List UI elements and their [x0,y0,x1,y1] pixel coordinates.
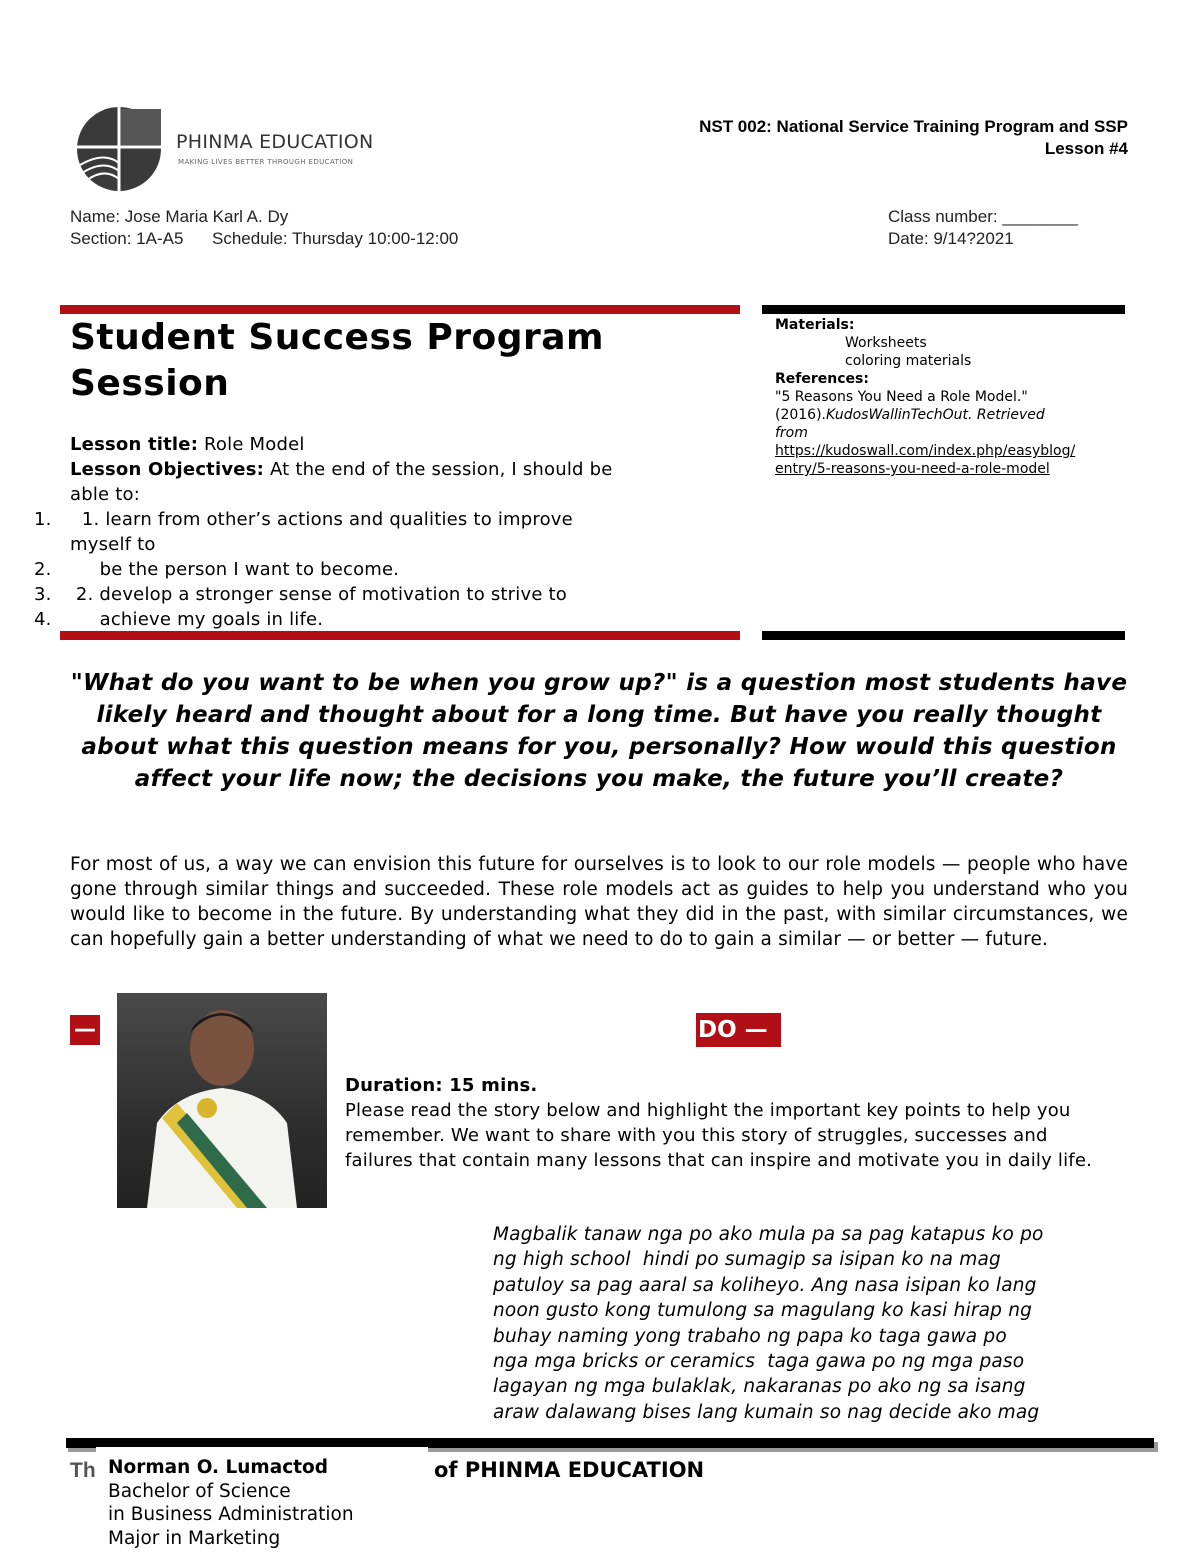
materials-bottom-bar [762,631,1125,640]
objectives-intro-2: able to: [70,484,140,505]
reference-link[interactable] [775,442,1120,478]
story-line: buhay naming yong trabaho ng papa ko taga gawa po [493,1325,1007,1347]
footer-left-fragment: Th [70,1459,96,1482]
student-section: Section: 1A-A5 [70,229,184,248]
phinma-logo-mark-icon [74,103,164,195]
list-number: 2. [34,559,52,580]
person-photo-icon [117,993,327,1208]
story-line: ng high school hindi po sumagip sa isipan ko na mag [493,1249,1001,1271]
lesson-objectives [70,457,740,482]
story-line: nga mga bricks or ceramics taga gawa po ng mga paso [493,1351,1025,1373]
course-title: NST 002: National Service Training Program and SSP [699,117,1128,136]
story-line: noon gusto kong tumulong sa magulang ko kasi hirap ng [493,1300,1033,1322]
session-bottom-bar [60,631,740,640]
list-number: 1. [34,509,52,530]
do-badge-text: DO — [698,1017,768,1043]
material-item: coloring materials [845,353,972,369]
reference-source-line [775,406,1120,424]
list-item [34,607,734,632]
reference-source: KudosWallinTechOut. Retrieved [826,407,1045,423]
story-line: lagayan ng mga bulaklak, nakaranas po ako ng sa isang [493,1376,1026,1398]
references-label: References: [775,371,869,387]
title-line-2: Session [70,363,230,404]
section-badge-left [70,1015,100,1045]
list-text: 1. learn from other’s actions and qualities to improve [70,509,573,530]
list-text: 2. develop a stronger sense of motivation to strive to [70,584,567,605]
story-line: patuloy sa pag aaral sa koliheyo. Ang nasa isipan ko lang [493,1274,1037,1296]
materials-top-bar [762,305,1125,314]
intro-paragraph: For most of us, a way we can envision this future for ourselves is to look to our role models — people who have gone through similar things and succeeded. These role models act as guides to help you understand who you would like to become in the future. By understanding what they did in the past, with similar circumstances, we can hopefully gain a better understanding of what we need to do to gain a similar — or better — future. [70,854,1128,950]
role-model-photo [117,993,327,1208]
materials-panel [775,316,1120,478]
list-number: 3. [34,584,52,605]
title-line-1: Student Success Program [70,317,605,358]
reference-from: from [775,425,808,441]
reference-link-1: https://kudoswall.com/index.php/easyblog/ [775,443,1076,459]
reference-link-2: entry/5-reasons-you-need-a-role-model [775,461,1050,477]
student-name: Name: Jose Maria Karl A. Dy [70,207,289,226]
lesson-number: Lesson #4 [1044,139,1128,158]
material-item: Worksheets [845,335,927,351]
logo-tagline: MAKING LIVES BETTER THROUGH EDUCATION [178,158,354,166]
story-line: Magbalik tanaw nga po ako mula pa sa pag katapus ko po [493,1224,1044,1245]
list-item-cont: myself to [70,534,156,555]
objectives-list [34,507,734,632]
list-number: 4. [34,609,52,630]
lesson-title-value: Role Model [204,434,305,455]
list-item [34,507,734,532]
activity-instructions: Please read the story below and highlight the important key points to help you remember. We want to share with you this story of struggles, successes and failures that contain many lessons that can inspire and motivate you in daily life. [345,1100,1093,1171]
story-text [493,1222,1133,1425]
list-item [34,582,734,607]
date: Date: 9/14?2021 [888,229,1014,248]
degree-line-2: in Business Administration [108,1504,354,1525]
lesson-title [70,432,730,457]
page-title [70,315,604,407]
materials-label: Materials: [775,317,855,333]
list-item [34,557,734,582]
reference-title: "5 Reasons You Need a Role Model." [775,389,1028,405]
intro-quote: "What do you want to be when you grow up?" is a question most students have likely heard and thought about for a long time. But have you really thought about what this question means for you, personally? How would this question affect your life now; the decisions you make, the future you’ll create? [70,670,1128,792]
degree-line-3: Major in Marketing [108,1527,281,1549]
degree-line-1: Bachelor of Science [108,1480,291,1502]
list-text: be the person I want to become. [70,559,400,580]
footer-of-phinma: of PHINMA EDUCATION [434,1458,705,1482]
person-name: Norman O. Lumactod [108,1457,328,1478]
logo-name: PHINMA EDUCATION [176,131,374,153]
story-line: araw dalawang bises lang kumain so nag decide ako mag [493,1401,1040,1423]
do-badge [696,1013,781,1047]
list-text: achieve my goals in life. [70,609,324,630]
photo-caption [108,1456,354,1550]
badge-dash: — [74,1017,96,1042]
phinma-logo [74,103,374,195]
lesson-title-label: Lesson title: [70,434,199,455]
student-schedule: Schedule: Thursday 10:00-12:00 [212,229,459,248]
reference-year: (2016). [775,407,827,423]
class-number: Class number: ________ [888,207,1078,226]
session-top-bar [60,305,740,314]
footer-right-text [434,1458,704,1482]
objectives-intro: At the end of the session, I should be [269,459,613,480]
activity-duration: Duration: 15 mins. [345,1075,538,1096]
objectives-label: Lesson Objectives: [70,459,265,480]
